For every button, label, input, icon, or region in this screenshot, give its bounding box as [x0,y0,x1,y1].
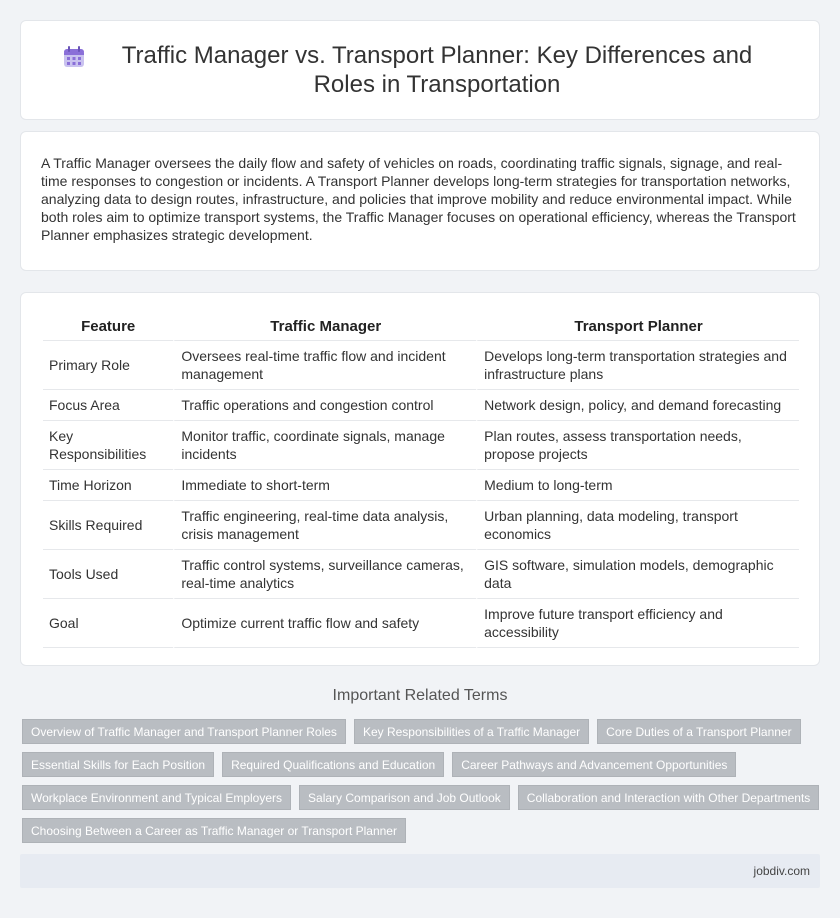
related-tag[interactable]: Workplace Environment and Typical Employers [22,785,291,810]
intro-paragraph: A Traffic Manager oversees the daily flow and safety of vehicles on roads, coordinating traffic signals, signage, and real-time responses to congestion or incidents. A Transport Planner develops long-term strategies for transportation networks, analyzing data to design routes, infrastructure, and policies that improve mobility and reduce environmental impact. While both roles aim to optimize transport systems, the Traffic Manager focuses on operational efficiency, whereas the Transport Planner emphasizes strategic development. [41,155,796,243]
row-traffic-manager: Traffic engineering, real-time data analysis, crisis management [173,501,476,550]
title-card [20,20,820,120]
table-row [43,421,799,470]
related-tag[interactable]: Key Responsibilities of a Traffic Manager [354,719,589,744]
footer-site-link[interactable]: jobdiv.com [753,864,810,878]
table-row [43,599,799,648]
row-transport-planner: Network design, policy, and demand forecasting [476,390,799,421]
row-transport-planner: Develops long-term transportation strategies and infrastructure plans [476,341,799,390]
related-tag[interactable]: Required Qualifications and Education [222,752,444,777]
related-tag[interactable]: Choosing Between a Career as Traffic Manager or Transport Planner [22,818,406,843]
related-tag[interactable]: Career Pathways and Advancement Opportunities [452,752,736,777]
row-feature: Primary Role [43,341,173,390]
title-wrap [21,41,819,99]
row-transport-planner: Improve future transport efficiency and accessibility [476,599,799,648]
table-header-row [43,313,799,341]
row-feature: Key Responsibilities [43,421,173,470]
related-tag[interactable]: Core Duties of a Transport Planner [597,719,800,744]
row-traffic-manager: Oversees real-time traffic flow and incident management [173,341,476,390]
row-traffic-manager: Traffic operations and congestion control [173,390,476,421]
row-traffic-manager: Immediate to short-term [173,470,476,501]
table-row [43,501,799,550]
related-tag[interactable]: Essential Skills for Each Position [22,752,214,777]
related-tag[interactable]: Salary Comparison and Job Outlook [299,785,510,810]
row-feature: Focus Area [43,390,173,421]
related-tag[interactable]: Collaboration and Interaction with Other Departments [518,785,819,810]
related-tag[interactable]: Overview of Traffic Manager and Transport Planner Roles [22,719,346,744]
footer [20,854,820,888]
calendar-icon [61,44,87,70]
row-transport-planner: GIS software, simulation models, demographic data [476,550,799,599]
related-terms-tags [22,719,822,843]
related-terms-title: Important Related Terms [332,687,508,704]
table-row [43,341,799,390]
intro-card [20,131,820,271]
header-traffic-manager: Traffic Manager [173,313,476,341]
table-row [43,550,799,599]
comparison-table [43,313,799,648]
row-traffic-manager: Optimize current traffic flow and safety [173,599,476,648]
header-feature: Feature [43,313,173,341]
header-transport-planner: Transport Planner [476,313,799,341]
page-title: Traffic Manager vs. Transport Planner: Key Differences and Roles in Transportation [121,42,753,98]
table-row [43,390,799,421]
row-feature: Tools Used [43,550,173,599]
row-feature: Skills Required [43,501,173,550]
comparison-table-card [20,292,820,666]
row-transport-planner: Urban planning, data modeling, transport economics [476,501,799,550]
row-feature: Time Horizon [43,470,173,501]
row-transport-planner: Medium to long-term [476,470,799,501]
row-traffic-manager: Monitor traffic, coordinate signals, manage incidents [173,421,476,470]
row-traffic-manager: Traffic control systems, surveillance cameras, real-time analytics [173,550,476,599]
row-feature: Goal [43,599,173,648]
table-row [43,470,799,501]
row-transport-planner: Plan routes, assess transportation needs, propose projects [476,421,799,470]
